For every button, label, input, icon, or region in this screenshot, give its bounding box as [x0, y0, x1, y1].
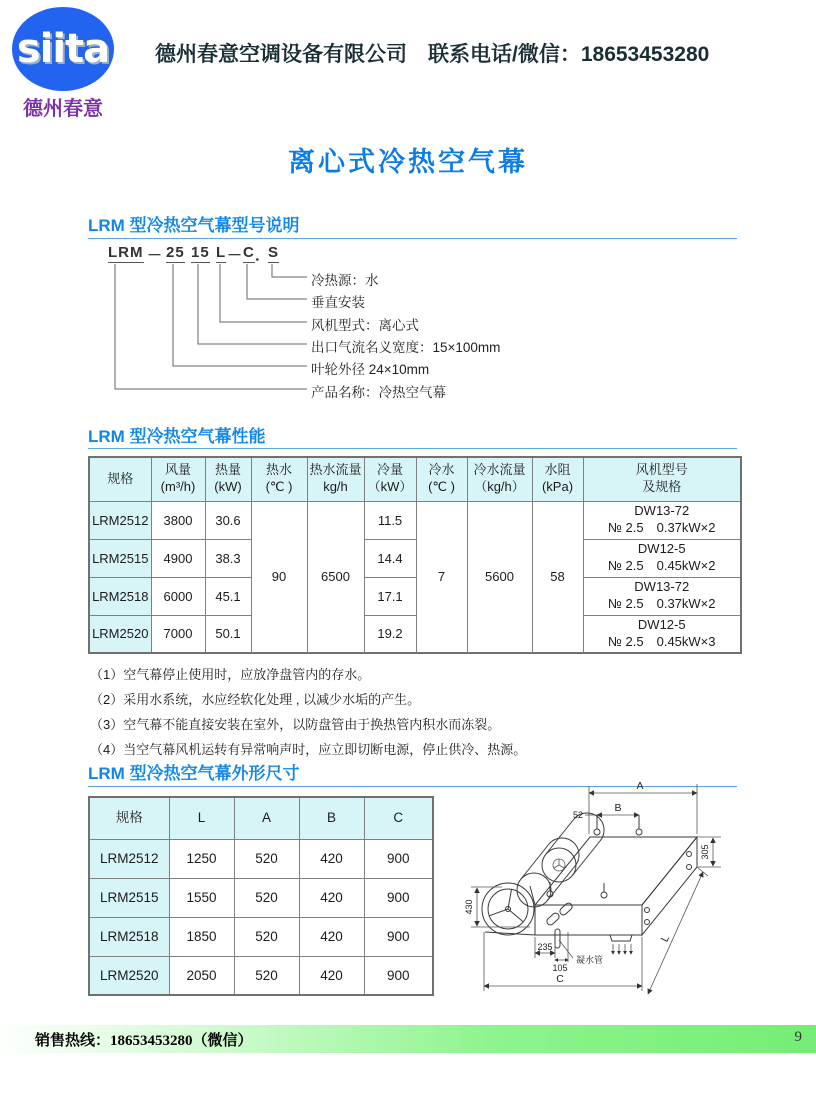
col-hot-water: 热水 (℃ ) — [251, 457, 307, 501]
cell-fan-model: DW12-5 № 2.5 0.45kW×2 — [583, 539, 741, 577]
footer-bar — [0, 1025, 816, 1053]
note-1: （1）空气幕停止使用时，应放净盘管内的存水。 — [90, 667, 371, 682]
code-label-source: 冷热源：水 — [311, 273, 379, 288]
cell-airflow: 6000 — [151, 577, 205, 615]
svg-text:105: 105 — [552, 963, 568, 973]
dimensions-table — [88, 796, 434, 996]
code-seg-s: S — [268, 244, 280, 261]
col-cooling: 冷量 （kW） — [364, 457, 416, 501]
col-cold-water: 冷水 (℃ ) — [416, 457, 467, 501]
cell-A: 520 — [234, 839, 299, 878]
dimensions-header-row — [89, 797, 433, 839]
page-number: 9 — [794, 1029, 802, 1045]
col-L: L — [169, 797, 234, 839]
cell-model: LRM2512 — [89, 501, 151, 539]
code-label-fan-type: 风机型式：离心式 — [311, 318, 419, 333]
cell-L: 1850 — [169, 917, 234, 956]
model-code-diagram — [95, 244, 675, 404]
col-C: C — [364, 797, 433, 839]
cell-C: 900 — [364, 917, 433, 956]
cell-A: 520 — [234, 917, 299, 956]
code-seg-15: 15 — [191, 244, 210, 261]
section-heading-dimensions: LRM 型冷热空气幕外形尺寸 — [88, 764, 300, 783]
code-label-impeller: 叶轮外径 24×10mm — [311, 362, 430, 377]
contact-phone: 联系电话/微信：18653453280 — [428, 43, 710, 66]
svg-text:B: B — [614, 802, 622, 814]
fan-rolls — [517, 813, 604, 907]
condensate-pipe-label — [559, 940, 603, 965]
cell-water-resistance: 58 — [532, 501, 583, 653]
svg-text:凝水管: 凝水管 — [576, 955, 604, 965]
mounting-bolts — [547, 815, 642, 898]
air-outlet — [610, 935, 632, 954]
cell-model: LRM2518 — [89, 577, 151, 615]
code-dash-1: － — [147, 247, 164, 264]
outline-drawing — [452, 770, 812, 1012]
cell-cooling: 19.2 — [364, 615, 416, 653]
col-spec: 规格 — [89, 457, 151, 501]
cell-model: LRM2515 — [89, 878, 169, 917]
cell-C: 900 — [364, 878, 433, 917]
section-heading-model-explain: LRM 型冷热空气幕型号说明 — [88, 216, 300, 235]
code-label-outlet: 出口气流名义宽度：15×100mm — [311, 340, 501, 355]
code-seg-lrm: LRM — [108, 244, 144, 261]
cell-cold-water-flow: 5600 — [467, 501, 532, 653]
col-spec: 规格 — [89, 797, 169, 839]
cell-cooling: 14.4 — [364, 539, 416, 577]
cell-airflow: 4900 — [151, 539, 205, 577]
cell-heat: 50.1 — [205, 615, 251, 653]
table-row — [89, 577, 741, 615]
section-rule — [88, 448, 737, 449]
section-heading-performance: LRM 型冷热空气幕性能 — [88, 427, 266, 446]
table-row — [89, 615, 741, 653]
cell-model: LRM2518 — [89, 917, 169, 956]
cell-cooling: 11.5 — [364, 501, 416, 539]
code-label-mount: 垂直安装 — [311, 295, 365, 310]
cell-model: LRM2520 — [89, 956, 169, 995]
dim-235 — [535, 937, 555, 958]
table-row — [89, 501, 741, 539]
cell-C: 900 — [364, 956, 433, 995]
logo-caption: 德州春意 — [23, 98, 103, 120]
dim-B — [597, 802, 639, 815]
performance-table — [88, 456, 742, 654]
code-dash-2: － — [227, 247, 244, 264]
cell-hot-water-temp: 90 — [251, 501, 307, 653]
col-A: A — [234, 797, 299, 839]
code-seg-l: L — [216, 244, 227, 261]
dim-A — [589, 780, 697, 834]
cell-model: LRM2515 — [89, 539, 151, 577]
cell-hot-water-flow: 6500 — [307, 501, 364, 653]
svg-text:C: C — [556, 973, 564, 985]
company-logo — [12, 7, 114, 91]
col-B: B — [299, 797, 364, 839]
cell-L: 1550 — [169, 878, 234, 917]
cell-cold-water-temp: 7 — [416, 501, 467, 653]
cell-A: 520 — [234, 956, 299, 995]
svg-text:A: A — [636, 780, 644, 792]
note-3: （3）空气幕不能直接安装在室外，以防盘管由于换热管内积水而冻裂。 — [90, 717, 501, 732]
table-row — [89, 839, 433, 878]
dim-305 — [698, 837, 721, 867]
cell-fan-model: DW13-72 № 2.5 0.37kW×2 — [583, 577, 741, 615]
logo-wordmark: siita — [16, 26, 110, 72]
cell-fan-model: DW13-72 № 2.5 0.37kW×2 — [583, 501, 741, 539]
svg-text:305: 305 — [700, 844, 710, 860]
cell-fan-model: DW12-5 № 2.5 0.45kW×3 — [583, 615, 741, 653]
company-name: 德州春意空调设备有限公司 — [155, 43, 407, 66]
code-dot: ． — [255, 247, 272, 264]
code-seg-c: C — [243, 244, 255, 261]
page-title: 离心式冷热空气幕 — [288, 147, 528, 177]
table-row — [89, 917, 433, 956]
col-hot-flow: 热水流量 kg/h — [307, 457, 364, 501]
cell-C: 900 — [364, 839, 433, 878]
cell-B: 420 — [299, 839, 364, 878]
dim-52 — [573, 810, 597, 820]
cell-model: LRM2512 — [89, 839, 169, 878]
table-row — [89, 878, 433, 917]
table-row — [89, 956, 433, 995]
cell-B: 420 — [299, 956, 364, 995]
cell-L: 1250 — [169, 839, 234, 878]
note-4: （4）当空气幕风机运转有异常响声时，应立即切断电源，停止供冷、热源。 — [90, 742, 527, 757]
cell-cooling: 17.1 — [364, 577, 416, 615]
cell-heat: 30.6 — [205, 501, 251, 539]
usage-notes — [90, 662, 526, 762]
col-resistance: 水阻 (kPa) — [532, 457, 583, 501]
cell-airflow: 7000 — [151, 615, 205, 653]
cell-B: 420 — [299, 917, 364, 956]
code-label-product: 产品名称：冷热空气幕 — [311, 385, 446, 400]
cell-model: LRM2520 — [89, 615, 151, 653]
table-row — [89, 539, 741, 577]
cell-heat: 45.1 — [205, 577, 251, 615]
svg-text:L: L — [658, 933, 672, 944]
col-fan-model: 风机型号 及规格 — [583, 457, 741, 501]
section-rule — [88, 238, 737, 239]
cell-A: 520 — [234, 878, 299, 917]
cell-airflow: 3800 — [151, 501, 205, 539]
performance-header-row — [89, 457, 741, 501]
code-seg-25: 25 — [166, 244, 185, 261]
cell-L: 2050 — [169, 956, 234, 995]
svg-text:52: 52 — [572, 810, 584, 820]
col-airflow: 风量 (m³/h) — [151, 457, 205, 501]
note-2: （2）采用水系统，水应经软化处理 , 以减少水垢的产生。 — [90, 692, 421, 707]
cell-B: 420 — [299, 878, 364, 917]
svg-text:430: 430 — [464, 899, 474, 915]
col-cold-flow: 冷水流量 （kg/h） — [467, 457, 532, 501]
cell-heat: 38.3 — [205, 539, 251, 577]
svg-text:235: 235 — [537, 942, 553, 952]
sales-hotline: 销售热线：18653453280（微信） — [35, 1033, 253, 1049]
col-heat: 热量 (kW) — [205, 457, 251, 501]
